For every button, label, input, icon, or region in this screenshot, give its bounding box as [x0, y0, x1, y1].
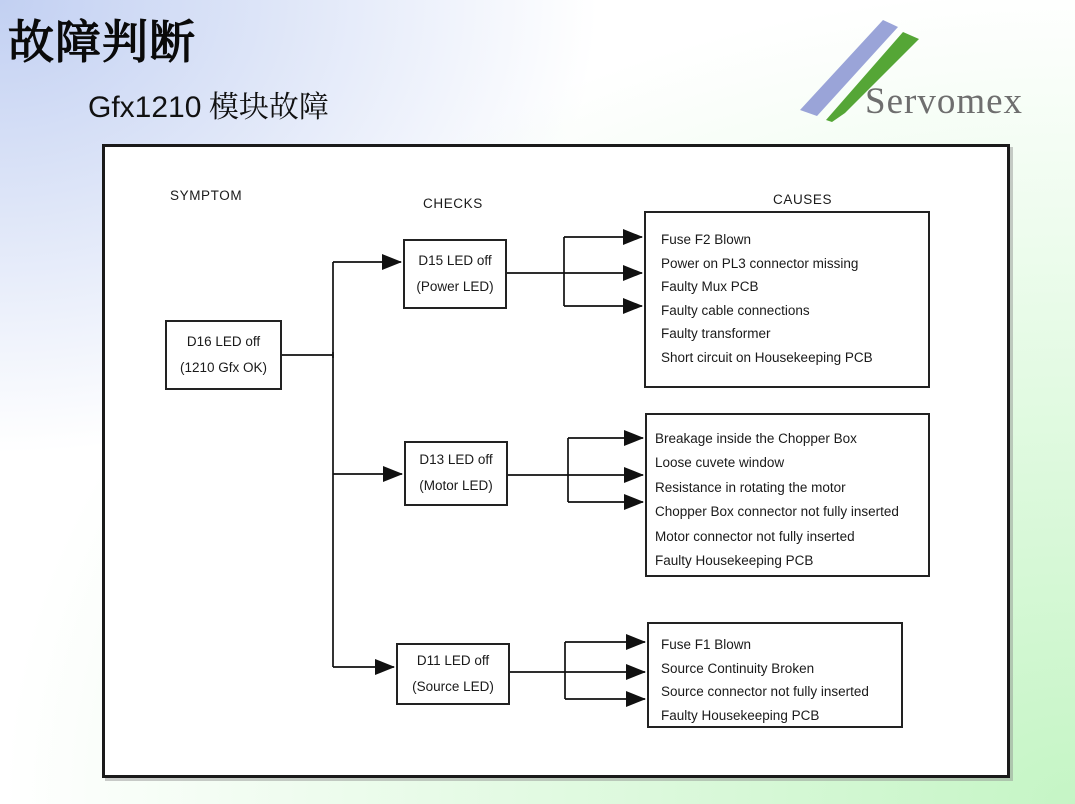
- cause-item: Chopper Box connector not fully inserted: [655, 504, 899, 520]
- causes-box-source: [647, 622, 903, 728]
- cause-item: Faulty transformer: [661, 326, 771, 342]
- cause-item: Faulty Housekeeping PCB: [655, 553, 814, 569]
- check-line1: D13 LED off: [419, 452, 493, 468]
- subtitle-model: Gfx1210: [88, 91, 202, 124]
- cause-item: Resistance in rotating the motor: [655, 479, 846, 495]
- symptom-line2: (1210 Gfx OK): [179, 359, 268, 375]
- cause-item: Breakage inside the Chopper Box: [655, 431, 857, 446]
- check-line2: (Motor LED): [419, 478, 493, 493]
- cause-item: Faulty Housekeeping PCB: [661, 707, 820, 723]
- column-header-causes: CAUSES: [773, 192, 833, 207]
- subtitle-cjk: 模块故障: [201, 91, 329, 124]
- causes-box-motor: [645, 413, 930, 577]
- check-line1: D11 LED off: [416, 652, 490, 668]
- causes-box-power: [644, 211, 930, 388]
- cause-item: Fuse F1 Blown: [661, 637, 752, 652]
- cause-item: Power on PL3 connector missing: [661, 255, 859, 271]
- cause-item: Motor connector not fully inserted: [655, 528, 855, 544]
- symptom-line1: D16 LED off: [186, 333, 261, 349]
- column-header-symptom: SYMPTOM: [170, 188, 243, 203]
- cause-item: Faulty cable connections: [661, 302, 810, 318]
- check-line2: (Source LED): [412, 678, 494, 694]
- check-box-d13: [404, 441, 508, 506]
- cause-item: Fuse F2 Blown: [661, 232, 752, 247]
- check-line2: (Power LED): [416, 278, 494, 294]
- page-title: 故障判断: [8, 17, 196, 68]
- servomex-logo-text: Servomex: [865, 81, 1024, 122]
- slide-subtitle: [88, 82, 329, 126]
- check-box-d11: [396, 643, 510, 705]
- check-box-d15: [403, 239, 507, 309]
- column-header-checks: CHECKS: [423, 196, 483, 211]
- cause-item: Faulty Mux PCB: [661, 279, 759, 295]
- cause-item: Source connector not fully inserted: [661, 684, 869, 700]
- cause-item: Loose cuvete window: [655, 455, 785, 471]
- symptom-box-d16: [165, 320, 282, 390]
- cause-item: Source Continuity Broken: [661, 660, 815, 676]
- servomex-logo: [790, 10, 1075, 125]
- cause-item: Short circuit on Housekeeping PCB: [661, 349, 873, 365]
- check-line1: D15 LED off: [418, 252, 492, 268]
